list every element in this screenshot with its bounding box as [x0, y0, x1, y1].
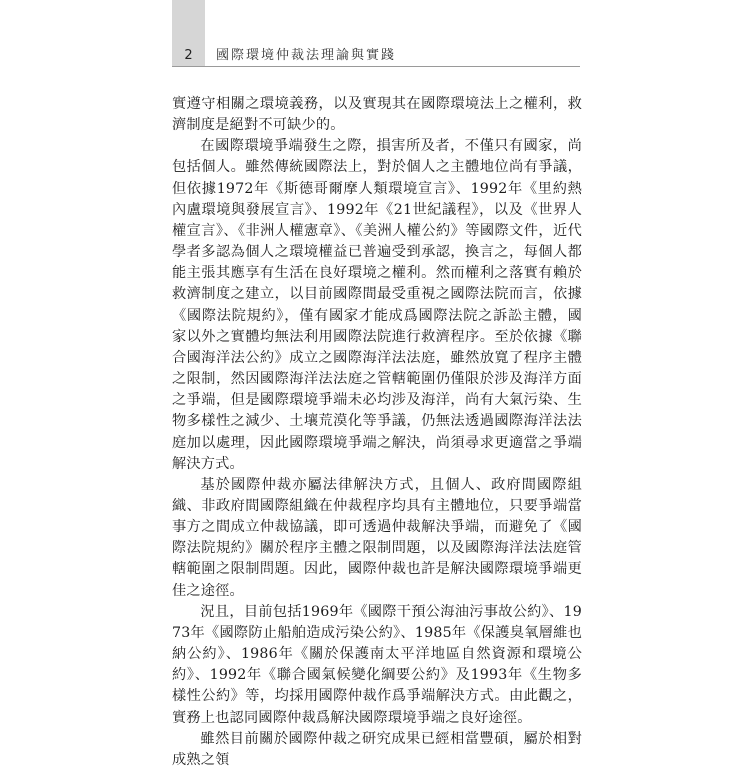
page-number: 2: [184, 48, 193, 63]
paragraph: 基於國際仲裁亦屬法律解決方式，且個人、政府間國際組織、非政府間國際組織在仲裁程序均具有主體地位，只要爭端當事方之間成立仲裁協議，即可透過仲裁解決爭端，而避免了《國際法院規約》關於程序主體之限制問題，以及國際海洋法法庭管轄範圍之限制問題。因此，國際仲裁也許是解決國際環境爭端更佳之途徑。: [172, 476, 582, 599]
paragraph: 在國際環境爭端發生之際，損害所及者，不僅只有國家，尚包括個人。雖然傳統國際法上，對於個人之主體地位尚有爭議，但依據1972年《斯德哥爾摩人類環境宣言》、1992年《里約熱內盧環境與發展宣言》、1992年《21世紀議程》，以及《世界人權宣言》、《非洲人權憲章》、《美洲人權公約》等國際文件，近代學者多認為個人之環境權益已普遍受到承認，換言之，每個人都能主張其應享有生活在良好環境之權利。然而權利之落實有賴於救濟制度之建立，以目前國際間最受重視之國際法院而言，依據《國際法院規約》，僅有國家才能成爲國際法院之訴訟主體，國家以外之實體均無法利用國際法院進行救濟程序。至於依據《聯合國海洋法公約》成立之國際海洋法法庭，雖然放寬了程序主體之限制，然因國際海洋法法庭之管轄範圍仍僅限於涉及海洋方面之爭端，但是國際環境爭端未必均涉及海洋，尚有大氣污染、生物多樣性之減少、土壤荒漠化等爭議，仍無法透過國際海洋法法庭加以處理，因此國際環境爭端之解決，尚須尋求更適當之爭端解決方式。: [172, 138, 582, 472]
paragraph: 況且，目前包括1969年《國際干預公海油污事故公約》、1973年《國際防止船舶造成污染公約》、1985年《保護臭氧層維也納公約》、1986年《關於保護南太平洋地區自然資源和環境公約》、1992年《聯合國氣候變化綱要公約》及1993年《生物多樣性公約》等，均採用國際仲裁作爲爭端解決方式。由此觀之，實務上也認同國際仲裁爲解決國際環境爭端之良好途徑。: [172, 603, 582, 726]
paragraph: 雖然目前關於國際仲裁之研究成果已經相當豐碩，屬於相對成熟之領: [172, 730, 582, 768]
running-header-title: 國際環境仲裁法理論與實踐: [216, 48, 397, 63]
body-text: [172, 94, 582, 771]
header-divider: [172, 66, 580, 67]
paragraph-continuation: 實遵守相關之環境義務，以及實現其在國際環境法上之權利，救濟制度是絕對不可缺少的。: [172, 96, 582, 134]
